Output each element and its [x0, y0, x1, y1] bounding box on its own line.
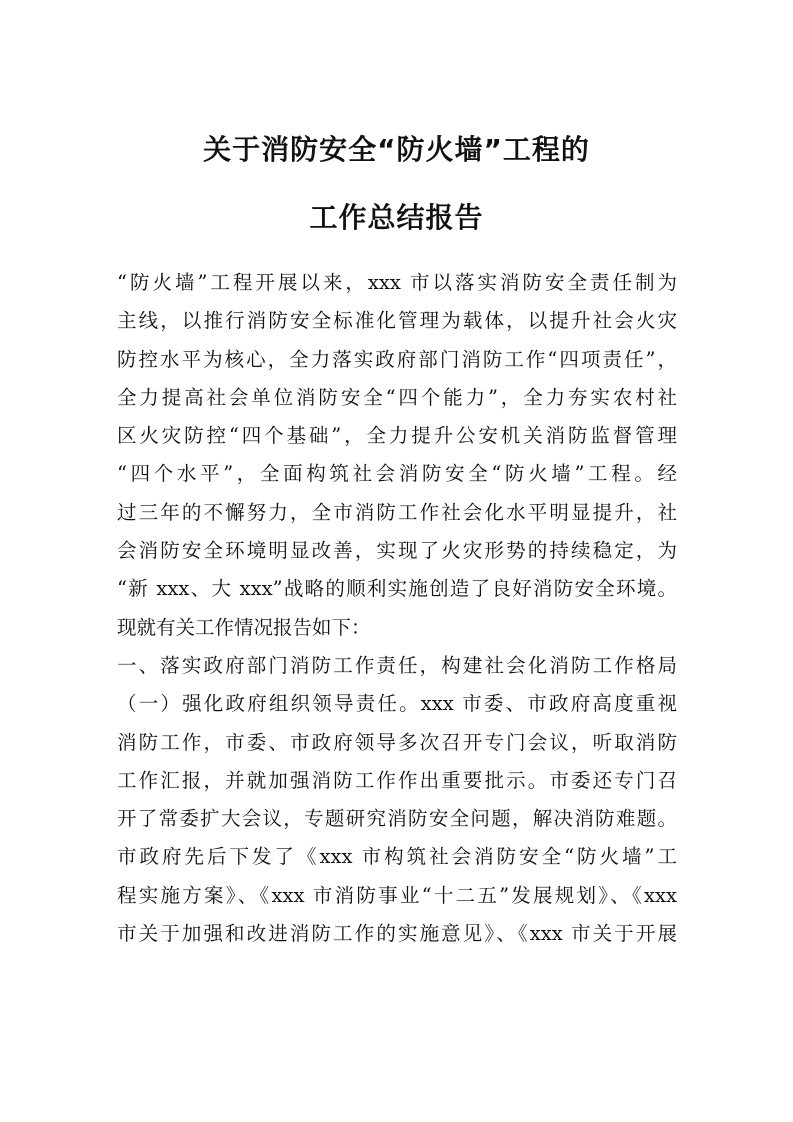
document-title-line2: 工作总结报告	[309, 201, 484, 234]
body-line: 开了常委扩大会议，专题研究消防安全问题，解决消防难题。	[117, 807, 677, 831]
document-body	[117, 264, 677, 953]
body-line: 全力提高社会单位消防安全“四个能力”，全力夯实农村社	[117, 385, 677, 409]
section-heading: 一、落实政府部门消防工作责任，构建社会化消防工作格局	[117, 653, 677, 677]
document-title-line1: 关于消防安全“防火墙”工程的	[203, 133, 590, 166]
body-line: 区火灾防控“四个基础”，全力提升公安机关消防监督管理	[117, 424, 677, 448]
body-line: 工作汇报，并就加强消防工作作出重要批示。市委还专门召	[117, 768, 677, 792]
body-line: 程实施方案》、《xxx 市消防事业“十二五”发展规划》、《xxx	[117, 883, 677, 907]
body-line: “防火墙”工程开展以来，xxx 市以落实消防安全责任制为	[117, 271, 677, 294]
body-line: “新 xxx、大 xxx”战略的顺利实施创造了良好消防安全环境。	[117, 577, 677, 601]
body-line: 防控水平为核心，全力落实政府部门消防工作“四项责任”，	[117, 347, 677, 371]
body-line: 过三年的不懈努力，全市消防工作社会化水平明显提升，社	[117, 500, 677, 524]
body-line: 市关于加强和改进消防工作的实施意见》、《xxx 市关于开展	[117, 922, 677, 946]
body-line: “四个水平”，全面构筑社会消防安全“防火墙”工程。经	[117, 462, 677, 486]
body-line: 市政府先后下发了《xxx 市构筑社会消防安全“防火墙”工	[117, 845, 677, 869]
body-line: 消防工作，市委、市政府领导多次召开专门会议，听取消防	[117, 730, 677, 754]
body-line: 现就有关工作情况报告如下：	[117, 615, 371, 639]
body-line: 主线，以推行消防安全标准化管理为载体，以提升社会火灾	[117, 309, 677, 333]
body-line: （一）强化政府组织领导责任。xxx 市委、市政府高度重视	[117, 692, 677, 716]
body-line: 会消防安全环境明显改善，实现了火灾形势的持续稳定，为	[117, 539, 677, 563]
